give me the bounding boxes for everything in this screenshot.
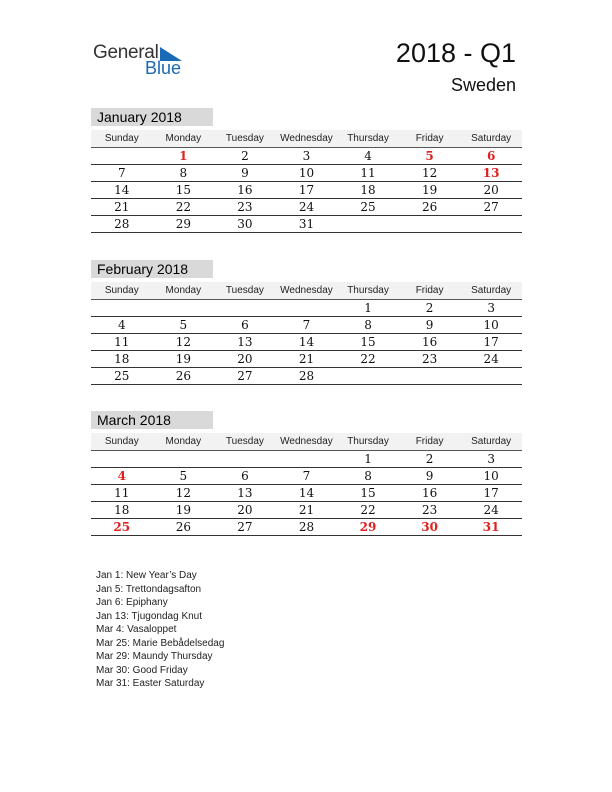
- holiday-day-cell: 30: [421, 520, 438, 534]
- day-cell: 17: [483, 486, 499, 500]
- day-cell: 21: [298, 503, 315, 517]
- day-cell: [153, 300, 215, 316]
- day-cell: 10: [483, 318, 499, 332]
- holiday-item: Mar 4: Vasaloppet: [96, 624, 177, 635]
- holiday-item: Mar 30: Good Friday: [96, 664, 188, 676]
- holiday-day-cell: 25: [113, 520, 131, 534]
- day-cell: 27: [237, 369, 253, 383]
- day-cell: [399, 368, 461, 384]
- day-cell: 11: [360, 166, 376, 180]
- weekday-label: Saturday: [471, 133, 512, 144]
- day-cell: 17: [483, 335, 499, 349]
- day-cell: 12: [421, 166, 438, 180]
- country-name: Sweden: [450, 75, 516, 95]
- week-row: [91, 368, 522, 385]
- day-cell: 23: [421, 503, 438, 517]
- calendar-grid: [91, 433, 522, 536]
- month-march: [91, 411, 522, 536]
- day-cell: 10: [298, 166, 315, 180]
- calendar-grid: [91, 130, 522, 233]
- day-cell: 2: [241, 149, 249, 163]
- day-cell: 23: [237, 200, 253, 214]
- day-cell: 7: [302, 318, 311, 332]
- weekday-label: Sunday: [104, 133, 139, 144]
- day-cell: [276, 300, 338, 316]
- day-cell: 14: [114, 183, 130, 197]
- day-cell: [214, 451, 276, 467]
- day-cell: 28: [114, 217, 130, 231]
- day-cell: 4: [117, 318, 126, 332]
- week-row: [91, 216, 522, 233]
- weekday-label: Tuesday: [225, 133, 264, 144]
- day-cell: [337, 368, 399, 384]
- week-row: [91, 165, 522, 182]
- week-row: [91, 334, 522, 351]
- day-cell: 8: [364, 469, 372, 483]
- day-cell: 20: [237, 503, 253, 517]
- day-cell: 22: [360, 352, 376, 366]
- day-cell: 13: [237, 335, 253, 349]
- holiday-item: Mar 29: Maundy Thursday: [96, 651, 213, 662]
- logo-blue-text: Blue: [145, 58, 182, 78]
- day-cell: 31: [298, 217, 315, 231]
- holiday-item: Jan 1: New Year’s Day: [96, 570, 197, 581]
- day-cell: 16: [421, 486, 438, 500]
- day-cell: 6: [241, 469, 249, 483]
- day-cell: [214, 300, 276, 316]
- day-cell: 2: [425, 452, 434, 466]
- day-cell: 20: [237, 352, 253, 366]
- day-cell: 24: [483, 352, 499, 366]
- week-row: [91, 317, 522, 334]
- day-cell: [460, 216, 522, 232]
- day-cell: 2: [425, 301, 434, 315]
- holiday-day-cell: 29: [359, 520, 377, 534]
- month-label: March 2018: [91, 411, 213, 429]
- day-cell: 15: [175, 183, 191, 197]
- day-cell: 5: [179, 469, 188, 483]
- day-cell: 30: [237, 217, 253, 231]
- weekday-label: Sunday: [104, 436, 139, 447]
- weekday-label: Wednesday: [280, 133, 333, 144]
- day-cell: 19: [175, 503, 191, 517]
- month-label: January 2018: [91, 108, 213, 126]
- day-cell: 28: [298, 520, 315, 534]
- month-february: [91, 260, 522, 385]
- weekday-label: Thursday: [347, 436, 389, 447]
- day-cell: 3: [302, 149, 311, 163]
- day-cell: 16: [421, 335, 438, 349]
- weekday-label: Saturday: [471, 285, 512, 296]
- day-cell: [337, 216, 399, 232]
- holiday-item: Mar 31: Easter Saturday: [96, 678, 205, 689]
- day-cell: 11: [114, 486, 130, 500]
- day-cell: 1: [364, 452, 372, 466]
- day-cell: 14: [298, 335, 315, 349]
- day-cell: 24: [298, 200, 315, 214]
- day-cell: 7: [117, 166, 126, 180]
- weekday-label: Friday: [415, 436, 444, 447]
- week-row: [91, 351, 522, 368]
- day-cell: 6: [241, 318, 249, 332]
- day-cell: 12: [175, 486, 191, 500]
- holiday-day-cell: 1: [179, 149, 188, 163]
- day-cell: 26: [175, 520, 191, 534]
- weekday-label: Friday: [415, 133, 444, 144]
- week-row: [91, 468, 522, 485]
- day-cell: 1: [364, 301, 372, 315]
- holiday-day-cell: 13: [482, 166, 500, 180]
- day-cell: 21: [298, 352, 315, 366]
- day-cell: 28: [298, 369, 315, 383]
- month-january: [91, 108, 522, 233]
- day-cell: 27: [483, 200, 499, 214]
- holiday-item: Jan 6: Epiphany: [96, 597, 168, 608]
- day-cell: 18: [114, 503, 130, 517]
- day-cell: 24: [483, 503, 499, 517]
- weekday-label: Wednesday: [280, 436, 333, 447]
- day-cell: 25: [360, 200, 376, 214]
- holiday-day-cell: 4: [117, 469, 126, 483]
- day-cell: 23: [421, 352, 438, 366]
- day-cell: 8: [364, 318, 372, 332]
- week-row: [91, 148, 522, 165]
- week-row: [91, 485, 522, 502]
- page-title: 2018 - Q1: [395, 38, 516, 68]
- day-cell: 9: [425, 469, 434, 483]
- day-cell: 29: [175, 217, 191, 231]
- week-row: [91, 300, 522, 317]
- day-cell: 7: [302, 469, 311, 483]
- weekday-label: Monday: [165, 133, 202, 144]
- holiday-item: Jan 5: Trettondagsafton: [96, 583, 202, 595]
- week-row: [91, 502, 522, 519]
- weekday-label: Thursday: [347, 133, 389, 144]
- day-cell: 9: [425, 318, 434, 332]
- day-cell: [91, 451, 153, 467]
- weekday-label: Monday: [165, 436, 202, 447]
- weekday-header: [91, 433, 522, 451]
- weekday-label: Friday: [415, 285, 444, 296]
- day-cell: 18: [114, 352, 130, 366]
- weekday-header: [91, 130, 522, 148]
- day-cell: [399, 216, 461, 232]
- day-cell: [153, 451, 215, 467]
- day-cell: 16: [237, 183, 253, 197]
- weekday-label: Thursday: [347, 285, 389, 296]
- day-cell: 26: [175, 369, 191, 383]
- logo-general-text: General: [93, 42, 159, 63]
- day-cell: 20: [483, 183, 499, 197]
- day-cell: 8: [179, 166, 188, 180]
- day-cell: [276, 451, 338, 467]
- day-cell: 14: [298, 486, 315, 500]
- day-cell: 3: [487, 452, 495, 466]
- weekday-label: Tuesday: [225, 436, 264, 447]
- weekday-label: Monday: [165, 285, 202, 296]
- day-cell: 22: [175, 200, 191, 214]
- weekday-label: Tuesday: [225, 285, 264, 296]
- day-cell: 18: [360, 183, 376, 197]
- week-row: [91, 451, 522, 468]
- day-cell: 17: [298, 183, 315, 197]
- day-cell: 21: [114, 200, 130, 214]
- day-cell: 27: [237, 520, 253, 534]
- holiday-day-cell: 31: [482, 520, 500, 534]
- day-cell: 11: [114, 335, 130, 349]
- calendar-grid: [91, 282, 522, 385]
- weekday-label: Wednesday: [280, 285, 333, 296]
- day-cell: 9: [241, 166, 249, 180]
- day-cell: 25: [114, 369, 130, 383]
- day-cell: 15: [360, 486, 376, 500]
- logo: [93, 42, 193, 82]
- day-cell: 4: [364, 149, 372, 163]
- day-cell: 22: [360, 503, 376, 517]
- holiday-list: [96, 569, 224, 691]
- day-cell: 13: [237, 486, 253, 500]
- weekday-header: [91, 282, 522, 300]
- holiday-day-cell: 6: [486, 149, 496, 163]
- day-cell: 19: [175, 352, 191, 366]
- month-label: February 2018: [91, 260, 213, 278]
- day-cell: [91, 148, 153, 164]
- week-row: [91, 199, 522, 216]
- holiday-item: Jan 13: Tjugondag Knut: [96, 610, 203, 622]
- day-cell: 19: [421, 183, 438, 197]
- day-cell: 26: [421, 200, 438, 214]
- day-cell: [91, 300, 153, 316]
- day-cell: 15: [360, 335, 376, 349]
- day-cell: [460, 368, 522, 384]
- day-cell: 10: [483, 469, 499, 483]
- week-row: [91, 519, 522, 536]
- day-cell: 5: [179, 318, 188, 332]
- week-row: [91, 182, 522, 199]
- holiday-item: Mar 25: Marie Bebådelsedag: [96, 637, 225, 649]
- weekday-label: Sunday: [104, 285, 139, 296]
- holiday-day-cell: 5: [425, 149, 434, 163]
- day-cell: 12: [175, 335, 191, 349]
- weekday-label: Saturday: [471, 436, 512, 447]
- day-cell: 3: [487, 301, 495, 315]
